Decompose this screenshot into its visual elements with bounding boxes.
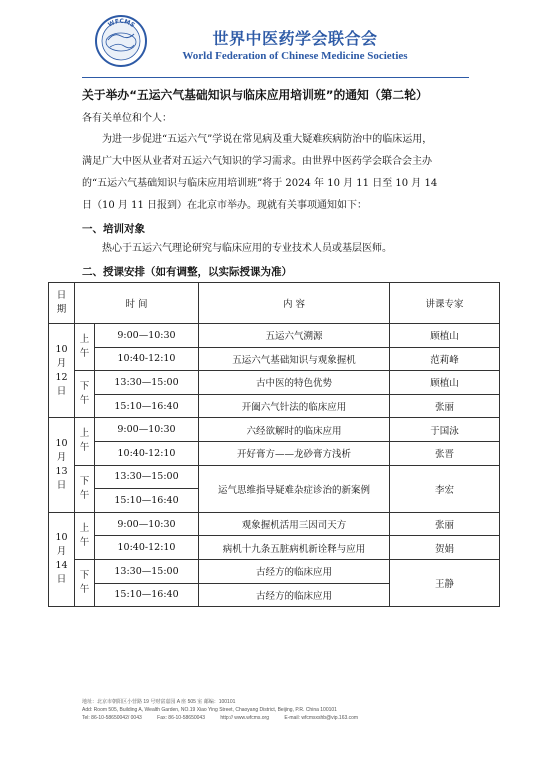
table-row	[49, 347, 500, 371]
time-cell: 9:00—10:30	[95, 324, 199, 348]
intro-line-1: 为进一步促进“五运六气”学说在常见病及重大疑难疾病防治中的临床运用，	[102, 134, 433, 145]
footer-tel: Tel: 86-10-58650042/ 0043	[82, 715, 142, 721]
time-cell: 10:40-12:10	[95, 347, 199, 371]
am-label: 上 午	[75, 512, 95, 559]
svg-text:WFCMS: WFCMS	[106, 17, 136, 30]
content-cell: 古中医的特色优势	[199, 371, 390, 395]
date-cell: 10 月 14 日	[49, 512, 75, 606]
time-cell: 10:40-12:10	[95, 536, 199, 560]
section1-text: 热心于五运六气理论研究与临床应用的专业技术人员或基层医师。	[102, 243, 392, 254]
wfcms-logo-icon	[94, 14, 148, 68]
salutation: 各有关单位和个人：	[82, 113, 172, 124]
speaker-cell: 顾植山	[390, 371, 500, 395]
intro-line-4: 日（10 月 11 日报到）在北京市举办。现就有关事项通知如下：	[82, 200, 367, 211]
am-label: 上 午	[75, 418, 95, 465]
content-cell: 观象握机活用三因司天方	[199, 512, 390, 536]
time-cell: 13:30—15:00	[95, 465, 199, 489]
content-cell: 运气思维指导疑难杂症诊治的新案例	[199, 465, 390, 512]
speaker-cell: 于国泳	[390, 418, 500, 442]
header-date-label: 日 期	[56, 290, 67, 315]
header-divider	[82, 77, 469, 78]
pm-label: 下 午	[75, 371, 95, 418]
time-cell: 15:10—16:40	[95, 583, 199, 607]
date-cell: 10 月 12 日	[49, 324, 75, 418]
content-cell: 开好膏方——龙砂膏方浅析	[199, 441, 390, 465]
footer-web: http:// www.wfcms.org	[220, 715, 269, 721]
content-cell: 古经方的临床应用	[199, 583, 390, 607]
table-row	[49, 465, 500, 489]
content-cell: 五运六气溯源	[199, 324, 390, 348]
section2-heading: 二、授课安排（如有调整，以实际授课为准）	[82, 266, 292, 278]
content-cell: 开阖六气针法的临床应用	[199, 394, 390, 418]
content-cell: 古经方的临床应用	[199, 559, 390, 583]
speaker-cell: 顾植山	[390, 324, 500, 348]
date-cell: 10 月 13 日	[49, 418, 75, 512]
time-cell: 13:30—15:00	[95, 371, 199, 395]
speaker-cell: 王静	[390, 559, 500, 606]
header-speaker: 讲课专家	[390, 283, 500, 324]
time-cell: 10:40-12:10	[95, 441, 199, 465]
table-row	[49, 441, 500, 465]
pm-label: 下 午	[75, 559, 95, 606]
footer-address-cn: 地址：北京市朝阳区小营路 19 号财富嘉园 A 座 505 室 邮编：100101	[82, 699, 236, 705]
content-cell: 五运六气基础知识与观象握机	[199, 347, 390, 371]
footer-contact	[82, 714, 482, 722]
table-row	[49, 418, 500, 442]
table-row	[49, 324, 500, 348]
section1-heading: 一、培训对象	[82, 223, 145, 235]
header-date	[49, 283, 75, 324]
pm-label: 下 午	[75, 465, 95, 512]
letterhead-footer	[82, 698, 482, 722]
table-row	[49, 536, 500, 560]
document-title: 关于举办“五运六气基础知识与临床应用培训班”的通知（第二轮）	[82, 88, 428, 102]
table-row	[49, 512, 500, 536]
speaker-cell: 李宏	[390, 465, 500, 512]
schedule-table	[48, 282, 500, 607]
table-row	[49, 394, 500, 418]
time-cell: 9:00—10:30	[95, 512, 199, 536]
content-cell: 病机十九条五脏病机新诠释与应用	[199, 536, 390, 560]
letterhead	[0, 8, 550, 70]
time-cell: 13:30—15:00	[95, 559, 199, 583]
table-row	[49, 371, 500, 395]
speaker-cell: 张丽	[390, 394, 500, 418]
time-cell: 15:10—16:40	[95, 489, 199, 513]
header-content: 内 容	[199, 283, 390, 324]
time-cell: 9:00—10:30	[95, 418, 199, 442]
speaker-cell: 张晋	[390, 441, 500, 465]
org-name-cn: 世界中医药学会联合会	[212, 29, 378, 48]
speaker-cell: 贺娟	[390, 536, 500, 560]
footer-address-en: Add: Room 505, Building A, Wealth Garden, NO.19 Xiao Ying Street, Chaoyang District, Beijing, P.R. China 100101	[82, 707, 337, 713]
content-cell: 六经欲解时的临床应用	[199, 418, 390, 442]
footer-email: E-mail: wfcmsxshb@vip.163.com	[284, 715, 359, 721]
table-row	[49, 559, 500, 583]
table-header-row	[49, 283, 500, 324]
org-name-en: World Federation of Chinese Medicine Societies	[182, 50, 408, 62]
header-time: 时 间	[75, 283, 199, 324]
intro-line-2: 满足广大中医从业者对五运六气知识的学习需求。由世界中医药学会联合会主办	[82, 156, 432, 167]
speaker-cell: 范莉峰	[390, 347, 500, 371]
time-cell: 15:10—16:40	[95, 394, 199, 418]
am-label: 上 午	[75, 324, 95, 371]
speaker-cell: 张丽	[390, 512, 500, 536]
intro-line-3: 的“五运六气基础知识与临床应用培训班”将于 2024 年 10 月 11 日至 10 月 14	[82, 178, 438, 189]
footer-fax: Fax: 86-10-58650043	[157, 715, 205, 721]
